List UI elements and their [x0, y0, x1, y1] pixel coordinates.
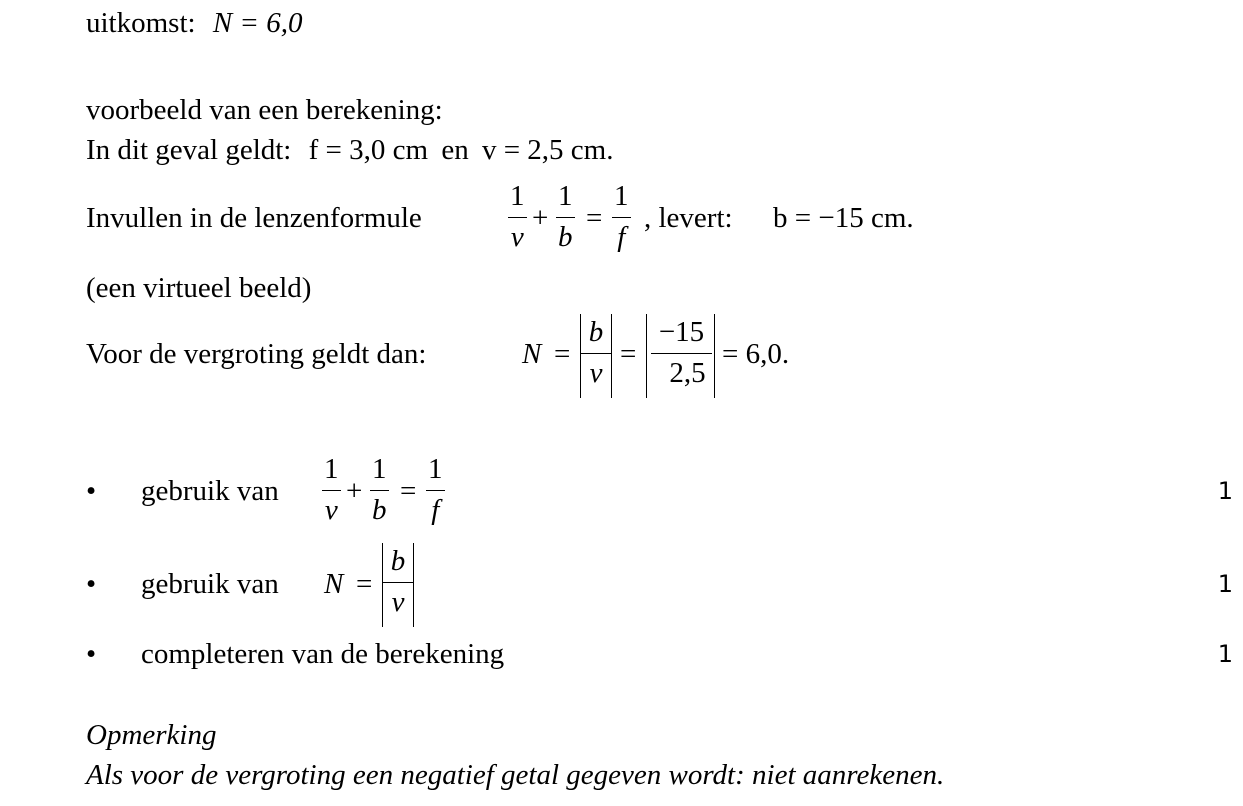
symbol-N: N	[522, 338, 542, 370]
lens-prefix: Invullen in de lenzenformule	[86, 202, 422, 234]
scoring-item-2-points: 1	[1217, 570, 1233, 598]
numerator-1: 1	[372, 453, 387, 485]
given-prefix: In dit geval geldt:	[86, 134, 292, 166]
equals-sign: =	[554, 338, 571, 370]
magnification-result: = 6,0.	[722, 338, 790, 370]
denominator-v: v	[324, 494, 338, 526]
denominator-v: v	[589, 357, 603, 389]
fraction-bar	[612, 217, 631, 218]
given-line	[86, 136, 614, 165]
plus-sign: +	[346, 475, 363, 507]
fraction-b-over-v	[383, 547, 413, 617]
given-f: f = 3,0 cm	[308, 134, 429, 166]
symbol-N: N	[324, 568, 344, 600]
scoring-item-1-points: 1	[1217, 477, 1233, 505]
equals-sign: =	[356, 568, 373, 600]
fraction-bar	[426, 490, 445, 491]
magnification-prefix: Voor de vergroting geldt dan:	[86, 338, 427, 370]
fraction-1-over-b	[556, 182, 575, 252]
virtual-note: (een virtueel beeld)	[86, 272, 312, 304]
numerator-minus15: −15	[658, 316, 705, 348]
absolute-value-b-over-v	[580, 314, 612, 398]
fraction-bar	[556, 217, 575, 218]
result-formula: N = 6,0	[212, 7, 303, 39]
fraction-bar	[383, 582, 413, 583]
fraction-b-over-v	[581, 318, 611, 388]
fraction-bar	[370, 490, 389, 491]
denominator-f: f	[617, 221, 626, 253]
numerator-1: 1	[324, 453, 339, 485]
fraction-1-over-v	[322, 455, 341, 525]
fraction-bar	[651, 353, 712, 354]
remark-text: Als voor de vergroting een negatief getal gegeven wordt: niet aanrekenen.	[86, 759, 945, 791]
bullet: •	[86, 568, 97, 600]
absolute-value-b-over-v	[382, 543, 414, 627]
denominator-f: f	[431, 494, 440, 526]
bullet: •	[86, 638, 97, 670]
numerator-1: 1	[614, 180, 629, 212]
fraction-1-over-f	[426, 455, 445, 525]
numerator-1: 1	[428, 453, 443, 485]
denominator-v: v	[391, 586, 405, 618]
numerator-1: 1	[558, 180, 573, 212]
fraction-bar	[581, 353, 611, 354]
remark-heading: Opmerking	[86, 719, 217, 751]
numerator-1: 1	[510, 180, 525, 212]
scoring-item-3-points: 1	[1217, 640, 1233, 668]
absolute-value-minus15-over-2-5	[646, 314, 715, 398]
given-and: en	[441, 134, 469, 166]
fraction-bar	[322, 490, 341, 491]
denominator-b: b	[558, 221, 573, 253]
scoring-item-2-text: gebruik van	[141, 568, 279, 600]
denominator-2-5: 2,5	[669, 357, 706, 389]
fraction-minus15-over-2-5	[651, 318, 712, 388]
fraction-bar	[508, 217, 527, 218]
result-line	[86, 9, 303, 38]
fraction-1-over-b	[370, 455, 389, 525]
equals-sign: =	[586, 202, 603, 234]
denominator-v: v	[510, 221, 524, 253]
plus-sign: +	[532, 202, 549, 234]
numerator-b: b	[588, 316, 604, 348]
given-v: v = 2,5 cm.	[481, 134, 614, 166]
scoring-item-3-text: completeren van de berekening	[141, 638, 505, 670]
fraction-1-over-v	[508, 182, 527, 252]
lens-suffix: , levert:	[644, 202, 733, 234]
example-heading: voorbeeld van een berekening:	[86, 94, 443, 126]
lens-result: b = −15 cm.	[773, 202, 914, 234]
equals-sign: =	[620, 338, 637, 370]
equals-sign: =	[400, 475, 417, 507]
numerator-b: b	[390, 545, 406, 577]
scoring-item-1-text: gebruik van	[141, 475, 279, 507]
bullet: •	[86, 475, 97, 507]
denominator-b: b	[372, 494, 387, 526]
result-label: uitkomst:	[86, 7, 196, 39]
fraction-1-over-f	[612, 182, 631, 252]
